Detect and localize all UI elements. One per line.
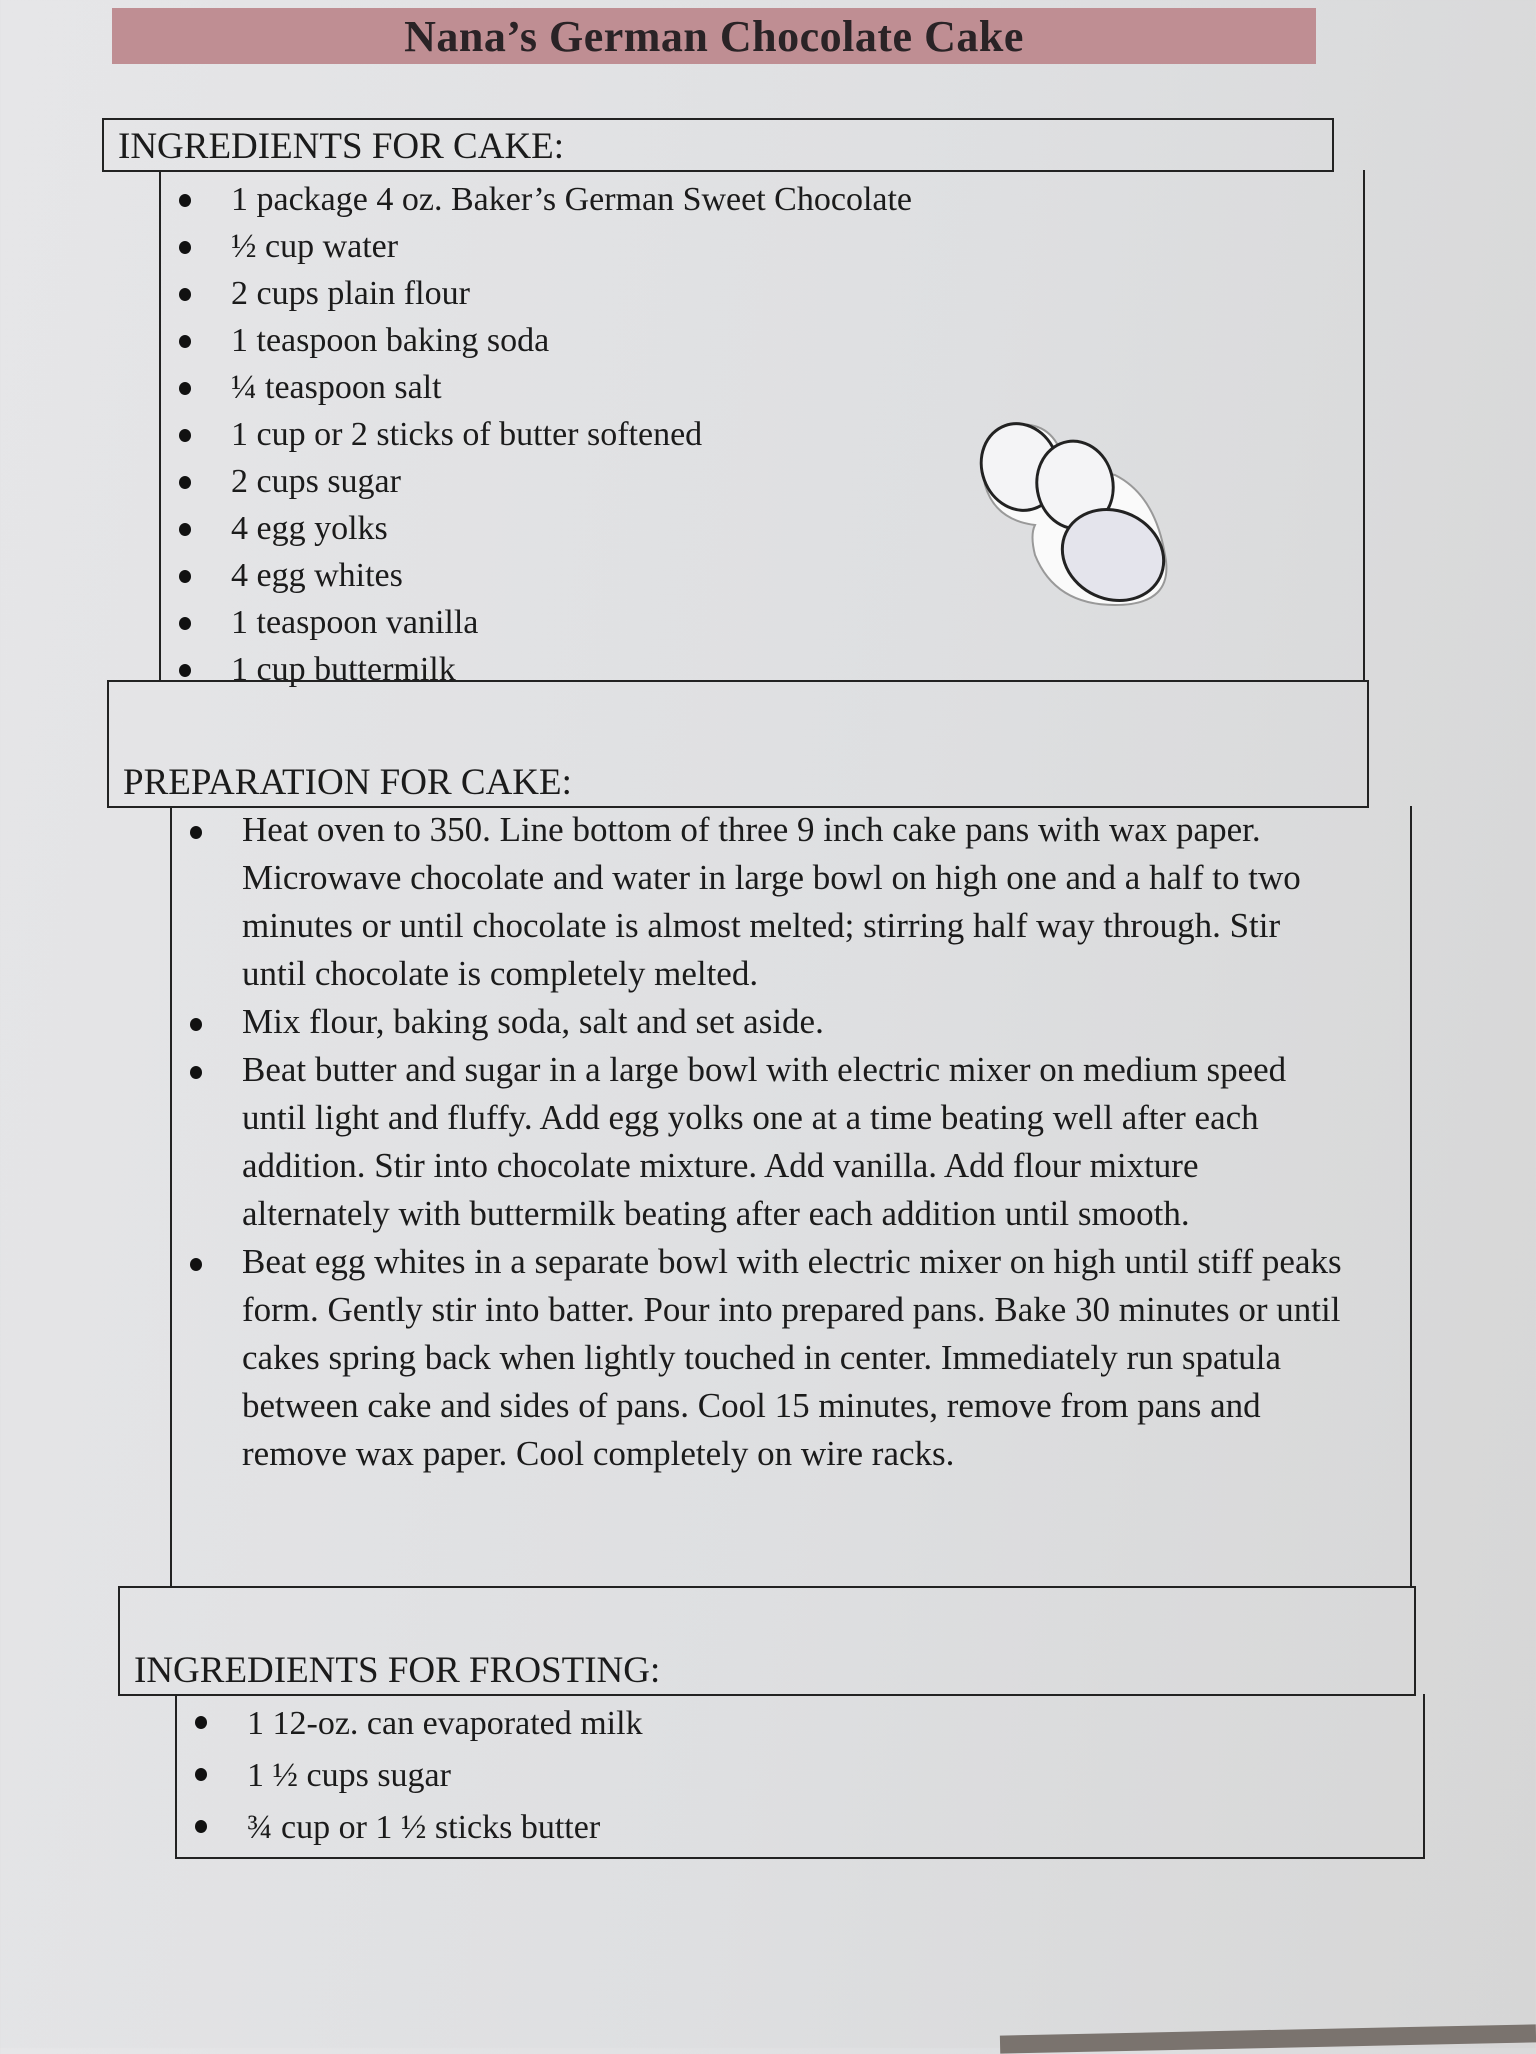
list-item: ¾ cup or 1 ½ sticks butter [177,1802,1423,1854]
list-item: ½ cup water [161,223,1363,270]
step-item: Mix flour, baking soda, salt and set aside. [172,998,1350,1046]
step-item: Beat egg whites in a separate bowl with electric mixer on high until stiff peaks form. Gently stir into batter. Pour into prepared pans. Bake 30 minutes or until cakes spring back when lightly touched in center. Immediately run spatula between cake and sides of pans. Cool 15 minutes, remove from pans and remove wax paper. Cool completely on wire racks. [172,1238,1350,1478]
step-item: Heat oven to 350. Line bottom of three 9 inch cake pans with wax paper. Microwave chocolate and water in large bowl on high one and a half to two minutes or until chocolate is almost melted; stirring half way through. Stir until chocolate is completely melted. [172,806,1350,998]
list-item: 1 teaspoon baking soda [161,317,1363,364]
section-heading: PREPARATION FOR CAKE: [123,762,572,803]
cake-ingredients-header [102,118,1334,172]
table-surface-edge [1000,2024,1536,2053]
list-item: 1 cup or 2 sticks of butter softened [161,411,1363,458]
frosting-ingredients-list [175,1694,1425,1859]
list-item: 1 teaspoon vanilla [161,599,1363,646]
step-item: Beat butter and sugar in a large bowl with electric mixer on medium speed until light and fluffy. Add egg yolks one at a time beating well after each addition. Stir into chocolate mixture. Add vanilla. Add flour mixture alternately with buttermilk beating after each addition until smooth. [172,1046,1350,1238]
eggs-icon [975,415,1185,615]
cake-preparation-steps [170,806,1412,1588]
section-heading: INGREDIENTS FOR CAKE: [118,126,565,167]
list-item: ¼ teaspoon salt [161,364,1363,411]
list-item: 2 cups plain flour [161,270,1363,317]
list-item: 4 egg whites [161,552,1363,599]
frosting-ingredients-header [118,1586,1416,1696]
list-item: 1 package 4 oz. Baker’s German Sweet Chocolate [161,176,1363,223]
title-banner [112,8,1316,64]
list-item: 2 cups sugar [161,458,1363,505]
section-heading: INGREDIENTS FOR FROSTING: [134,1650,661,1691]
list-item: 1 12-oz. can evaporated milk [177,1698,1423,1750]
list-item: 1 cup buttermilk [161,646,1363,693]
list-item: 4 egg yolks [161,505,1363,552]
list-item: 1 ½ cups sugar [177,1750,1423,1802]
recipe-title: Nana’s German Chocolate Cake [404,11,1024,61]
cake-preparation-header [107,680,1369,808]
